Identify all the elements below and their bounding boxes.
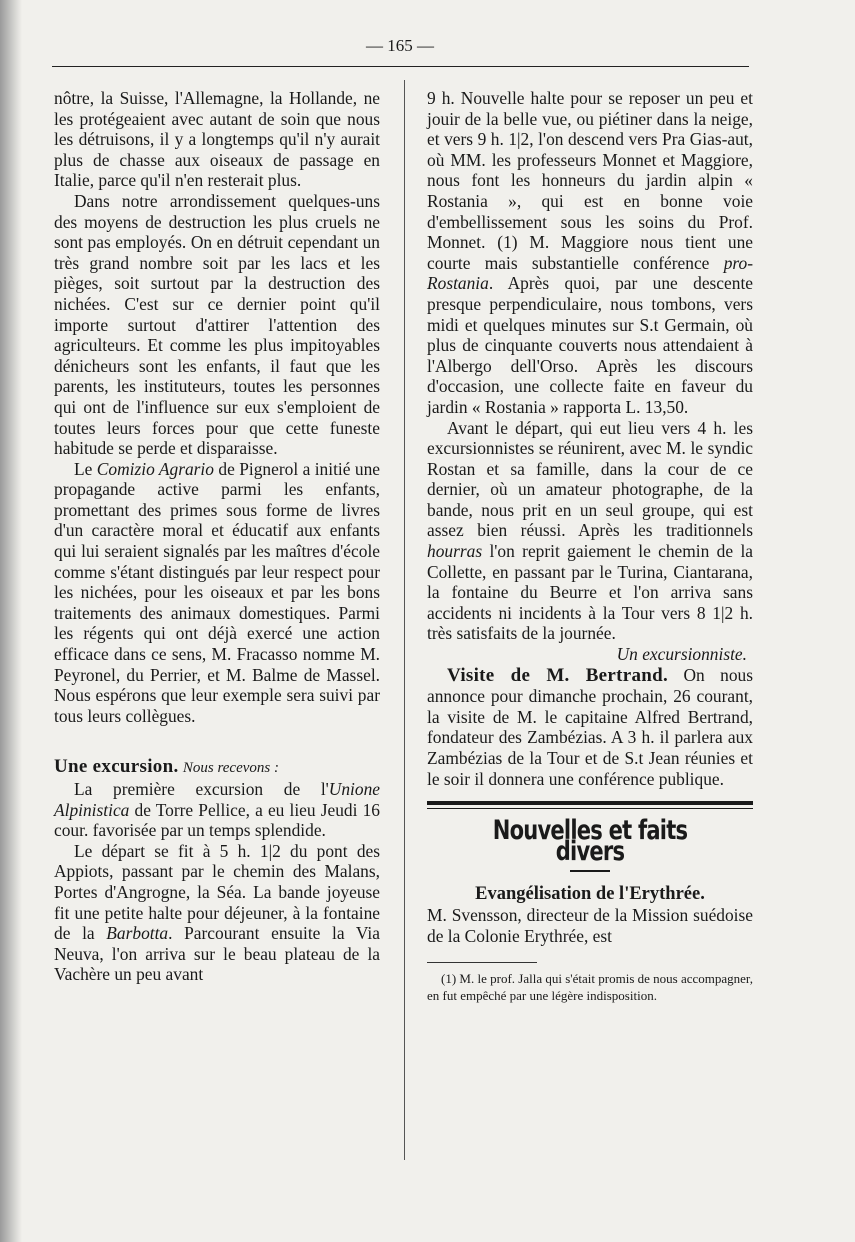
- italic-term: Barbotta: [106, 923, 169, 944]
- paragraph: Dans notre arrondissement quelques-uns des moyens de destruction les plus cruels ne sont pas employés. On en détruit cependant un très grand nombre soit par les lacs et les pièges, soit surtout par la destruction des nichées. C'est sur ce dernier point qu'il importe surtout d'attirer l'attention des agriculteurs. Et comme les plus impitoyables dénicheurs sont les enfants, il faut que les parents, les instituteurs, toutes les personnes qui ont de l'influence sur eux s'emploient de toutes leurs forces pour que cette funeste habitude se perde et disparaisse.: [54, 190, 380, 459]
- paragraph: [54, 459, 380, 727]
- paragraph: [427, 665, 753, 790]
- left-column: [54, 88, 380, 985]
- footnote: (1) M. le prof. Jalla qui s'était promis de nous accompagner, en fut empêché par une légère indisposition.: [427, 971, 753, 1003]
- page-binding-shadow: [0, 0, 22, 1242]
- section-heading-line: [54, 756, 380, 779]
- paragraph-text: La première excursion de l': [74, 779, 329, 799]
- paragraph: [54, 779, 380, 841]
- paragraph-text: On nous annonce pour dimanche prochain, 26 courant, la visite de M. le capitaine Alfred Bertrand, fondateur des Zambézias. A 3 h. il parlera aux Zambézias de la Tour et de S.t Jean réunies et le soir il donnera une conférence publique.: [427, 664, 753, 789]
- paragraph-text: Le départ se fit à 5 h. 1|2 du pont des Appiots, passant par le chemin des Malans, Portes d'Angrogne, la Séa. La bande joyeuse fit une petite halte pour déjeuner, à la fontaine de la: [54, 840, 380, 944]
- paragraph-text: . Parcourant ensuite la Via Neuva, l'on arriva sur le beau plateau de la Vachère un peu avant: [54, 923, 380, 985]
- header-rule: [52, 66, 749, 67]
- page-number: — 165 —: [366, 36, 434, 55]
- italic-term: Comizio Agrario: [96, 458, 214, 479]
- paragraph-text: l'on reprit gaiement le chemin de la Collette, en passant par le Turina, Ciantarana, la fontaine du Beurre et l'on arriva sans accidents ni incidents à la Tour vers 8 1|2 h. très satisfaits de la journée.: [427, 541, 753, 644]
- paragraph-text: de Pignerol a initié une propagande active parmi les enfants, promettant des primes sous forme de livres d'un caractère moral et éducatif aux enfants qui lui seraient signalés par les maîtres d'école comme s'étant distingués par leur respect pour les nichées, pour les oiseaux et par les bons traitements des animaux domestiques. Parmi les régents qui ont déjà exercé une action efficace dans ce sens, M. Fracasso nomme M. Peyronel, du Perrier, et M. Balme de Massel. Nous espérons que leur exemple sera suivi par tous leurs collègues.: [54, 458, 380, 726]
- spacer: [54, 726, 380, 756]
- paragraph-text: 9 h. Nouvelle halte pour se reposer un peu et jouir de la belle vue, ou piétiner dans la neige, et vers 9 h. 1|2, l'on descend vers Pra Gias-aut, où MM. les professeurs Monnet et Maggiore, nous font les honneurs du jardin alpin « Rostania », qui est en bonne voie d'embellissement sous les soins du Prof. Monnet. (1) M. Maggiore nous tient une courte mais substantielle conférence: [427, 88, 753, 273]
- footnote-rule: [427, 962, 537, 963]
- short-rule: [570, 870, 610, 872]
- news-section-title: Nouvelles et faits divers: [492, 815, 688, 867]
- paragraph-text: . Après quoi, par une descente presque perpendiculaire, nous tombons, vers midi et quelques minutes sur S.t Germain, où plus de cinquante couverts nous attendaient à l'Albergo dell'Orso. Après les discours d'occasion, une collecte faite en faveur du jardin « Rostania » rapporta L. 13,50.: [427, 273, 753, 417]
- paragraph: [54, 841, 380, 985]
- paragraph: nôtre, la Suisse, l'Allemagne, la Hollande, ne les protégeaient avec autant de soin que nous les détruisons, il y a longtemps qu'il n'y aurait plus de chasse aux oiseaux de passage en Italie, parce qu'il n'en resterait plus.: [54, 88, 380, 191]
- italic-term: hourras: [427, 541, 483, 562]
- paragraph-text: Avant le départ, qui eut lieu vers 4 h. les excursionnistes se réunirent, avec M. le syndic Rostan et sa famille, dans la cour de ce dernier, où un amateur photographe, de la bande, nous prit en un seul groupe, qui est assez bien réussi. Après les traditionnels: [427, 417, 753, 541]
- section-rule-heavy: [427, 801, 753, 805]
- column-divider: [404, 80, 405, 1160]
- section-lead: Nous recevons :: [182, 760, 279, 777]
- paragraph: [427, 88, 753, 418]
- paragraph-text: Le: [74, 458, 97, 479]
- right-column: [427, 88, 753, 1004]
- signature: Un excursionniste.: [616, 644, 747, 665]
- paragraph: M. Svensson, directeur de la Mission suédoise de la Colonie Erythrée, est: [427, 904, 753, 946]
- section-heading: Visite de M. Bertrand.: [447, 664, 669, 686]
- paragraph: [427, 418, 753, 645]
- italic-term: pro-Rostania: [427, 252, 753, 294]
- section-rule-thin: [427, 808, 753, 809]
- italic-term: Unione Alpinistica: [54, 779, 380, 820]
- article-heading: Evangélisation de l'Erythrée.: [475, 884, 705, 905]
- paragraph-text: de Torre Pellice, a eu lieu Jeudi 16 cour. favorisée par un temps splendide.: [54, 799, 380, 841]
- section-heading: Une excursion.: [54, 756, 179, 778]
